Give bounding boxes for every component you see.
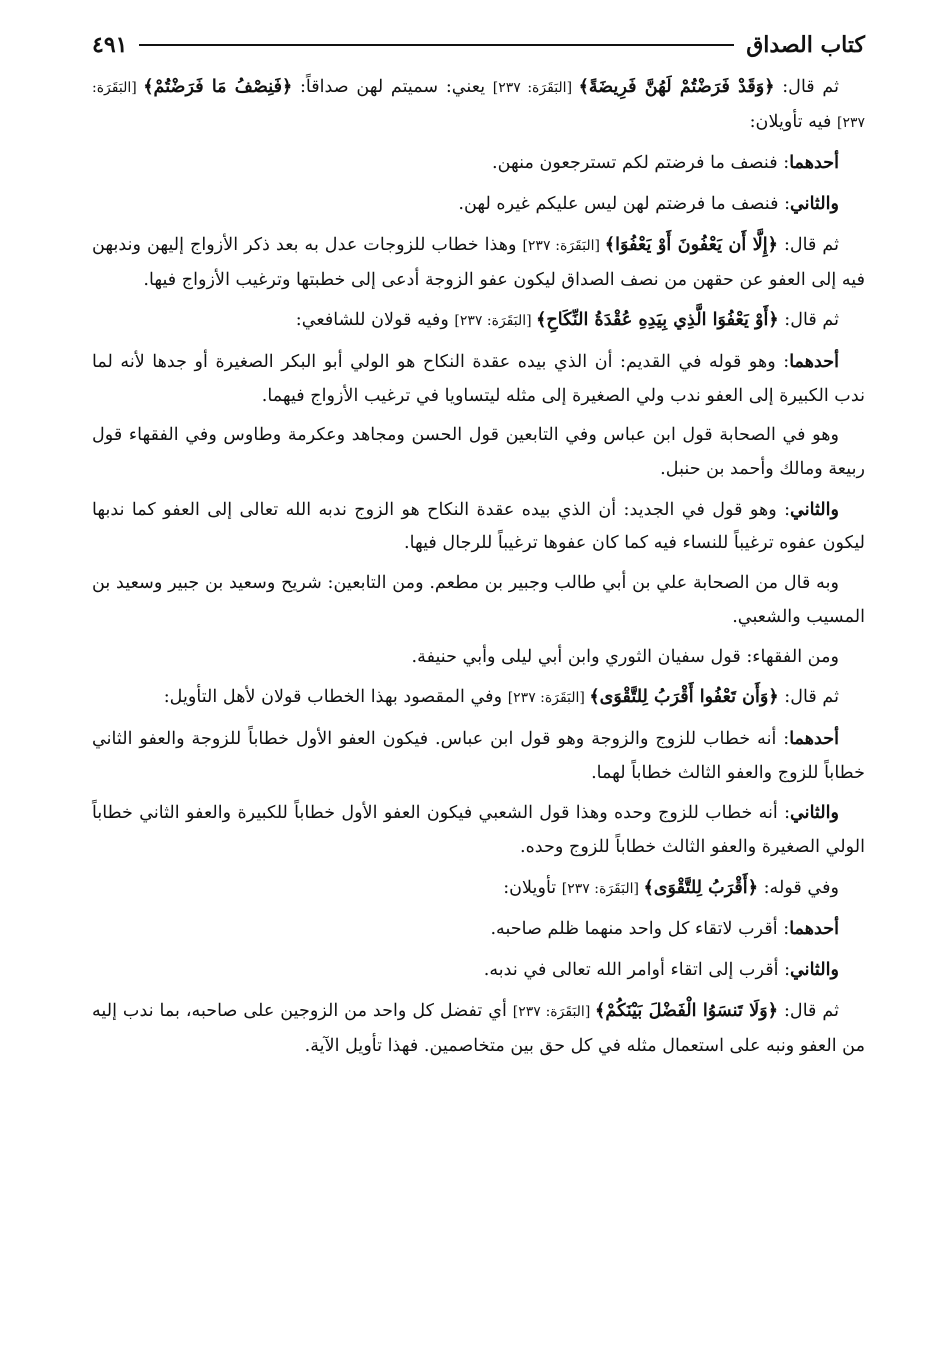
paragraph bbox=[92, 345, 865, 413]
verse-reference: [البَقَرَة: ٢٣٧] bbox=[522, 237, 605, 254]
section-lead: أحدهما bbox=[789, 918, 839, 940]
paragraph-text: تأويلان: bbox=[503, 877, 562, 898]
paragraph-text: يعني: سميتم لهن صداقاً: bbox=[292, 77, 493, 97]
paragraph bbox=[92, 994, 865, 1063]
paragraph-text: : أقرب لاتقاء كل واحد منهما ظلم صاحبه. bbox=[490, 919, 790, 940]
paragraph-text: : وهو قول في الجديد: أن الذي بيده عقدة النكاح هو الزوج ندبه الله تعالى إلى العفو كما ندبها ليكون عفوه ترغيباً للنساء فيه كما كان عفوها ترغيباً للرجال فيها. bbox=[92, 499, 865, 554]
verse-reference: [البَقَرَة: ٢٣٧] bbox=[561, 880, 644, 897]
running-header bbox=[92, 28, 865, 62]
paragraph bbox=[92, 303, 865, 339]
paragraph-text: فيه تأويلان: bbox=[749, 111, 837, 132]
quran-verse: ﴿أَوْ يَعْفُوَا الَّذِي بِيَدِهِ عُقْدَةُ النِّكَاحِ﴾ bbox=[536, 309, 779, 331]
paragraph bbox=[92, 146, 865, 181]
section-lead: أحدهما bbox=[789, 727, 839, 749]
section-lead: والثاني bbox=[790, 959, 839, 981]
book-title: كتاب الصداق bbox=[746, 32, 865, 58]
verse-reference: [البَقَرَة: ٢٣٧] bbox=[507, 690, 590, 707]
section-lead: والثاني bbox=[790, 193, 839, 215]
paragraph-text: : أقرب إلى اتقاء أوامر الله تعالى في ندبه. bbox=[483, 960, 791, 981]
verse-reference: [البَقَرَة: ٢٣٧] bbox=[92, 80, 865, 131]
paragraph-text: وبه قال من الصحابة علي بن أبي طالب وجبير بن مطعم. ومن التابعين: شريح وسعيد بن جبير وسعيد بن المسيب والشعبي. bbox=[92, 573, 865, 627]
paragraph bbox=[92, 493, 865, 561]
page-body bbox=[92, 70, 865, 1063]
verse-reference: [البَقَرَة: ٢٣٧] bbox=[454, 313, 537, 330]
paragraph bbox=[92, 567, 865, 634]
paragraph bbox=[92, 871, 865, 907]
page-number: ٤٩١ bbox=[92, 32, 128, 58]
paragraph bbox=[92, 641, 865, 675]
paragraph-text: ثم قال: bbox=[774, 77, 839, 97]
paragraph bbox=[92, 912, 865, 947]
paragraph-text: ومن الفقهاء: قول سفيان الثوري وابن أبي ليلى وأبي حنيفة. bbox=[411, 646, 839, 667]
paragraph-text: ثم قال: bbox=[778, 310, 839, 331]
section-lead: والثاني bbox=[790, 802, 839, 824]
paragraph bbox=[92, 419, 865, 486]
quran-verse: ﴿وَقَدْ فَرَضْتُمْ لَهُنَّ فَرِيضَةً﴾ bbox=[578, 76, 775, 97]
header-rule bbox=[139, 44, 734, 46]
paragraph-text: : فنصف ما فرضتم لكم تسترجعون منهن. bbox=[492, 153, 790, 174]
paragraph bbox=[92, 70, 865, 140]
book-page bbox=[92, 28, 865, 1069]
paragraph-text: : أنه خطاب للزوج وحده وهذا قول الشعبي فيكون العفو الأول خطاباً للكبيرة والعفو الثاني خطاباً الولي الصغيرة والعفو الثالث خطاباً للزوج وحده. bbox=[92, 803, 865, 858]
quran-verse: ﴿إِلَّا أَن يَعْفُونَ أَوْ يَعْفُوَا﴾ bbox=[604, 233, 778, 255]
quran-verse: ﴿وَأَن تَعْفُوا أَقْرَبُ لِلتَّقْوَى﴾ bbox=[589, 686, 779, 708]
paragraph-text: وفي قوله: bbox=[758, 877, 839, 898]
section-lead: أحدهما bbox=[789, 350, 839, 372]
paragraph bbox=[92, 953, 865, 988]
quran-verse: ﴿وَلَا تَنسَوُا الْفَضْلَ بَيْنَكُمْ﴾ bbox=[595, 999, 779, 1021]
paragraph-text: وهو في الصحابة قول ابن عباس وفي التابعين قول الحسن ومجاهد وعكرمة وطاوس وفي الفقهاء قول ربيعة ومالك وأحمد بن حنبل. bbox=[92, 425, 865, 480]
verse-reference: [البَقَرَة: ٢٣٧] bbox=[492, 80, 579, 96]
paragraph-text: ثم قال: bbox=[778, 1000, 839, 1021]
paragraph bbox=[92, 796, 865, 864]
quran-verse: ﴿أَقْرَبُ لِلتَّقْوَى﴾ bbox=[643, 876, 759, 898]
paragraph-text: : وهو قوله في القديم: أن الذي بيده عقدة النكاح هو الولي أبو البكر الصغيرة أو جدها لأنه لما ندب الكبيرة إلى العفو ندب ولي الصغيرة إلى مثله ليتساويا في ترغيب الأزواج فيهما. bbox=[92, 351, 865, 406]
paragraph bbox=[92, 228, 865, 297]
paragraph bbox=[92, 680, 865, 716]
paragraph bbox=[92, 722, 865, 790]
quran-verse: ﴿فَنِصْفُ مَا فَرَضْتُمْ﴾ bbox=[143, 76, 293, 97]
paragraph-text: : أنه خطاب للزوج والزوجة وهو قول ابن عباس. فيكون العفو الأول خطاباً للزوجة والعفو الثاني خطاباً للزوج والعفو الثالث خطاباً لهما. bbox=[92, 728, 865, 783]
paragraph-text: أي تفضل كل واحد من الزوجين على صاحبه، بما ندب إليه من العفو ونبه على استعمال مثله في كل حق بين متخاصمين. فهذا تأويل الآية. bbox=[92, 1000, 865, 1056]
paragraph-text: ثم قال: bbox=[778, 687, 839, 708]
verse-reference: [البَقَرَة: ٢٣٧] bbox=[512, 1003, 596, 1020]
paragraph-text: وفيه قولان للشافعي: bbox=[295, 310, 455, 331]
paragraph-text: ثم قال: bbox=[778, 234, 839, 255]
paragraph-text: وهذا خطاب للزوجات عدل به بعد ذكر الأزواج إليهن وندبهن فيه إلى العفو عن حقهن من نصف الصداق ليكون عفو الزوجة أدعى إلى خطبتها وترغيب الأزواج فيها. bbox=[92, 234, 865, 290]
paragraph-text: : فنصف ما فرضتم لهن ليس عليكم غيره لهن. bbox=[458, 194, 791, 215]
paragraph-text: وفي المقصود بهذا الخطاب قولان لأهل التأويل: bbox=[163, 687, 508, 708]
section-lead: والثاني bbox=[790, 498, 840, 520]
section-lead: أحدهما bbox=[789, 152, 839, 174]
paragraph bbox=[92, 187, 865, 222]
